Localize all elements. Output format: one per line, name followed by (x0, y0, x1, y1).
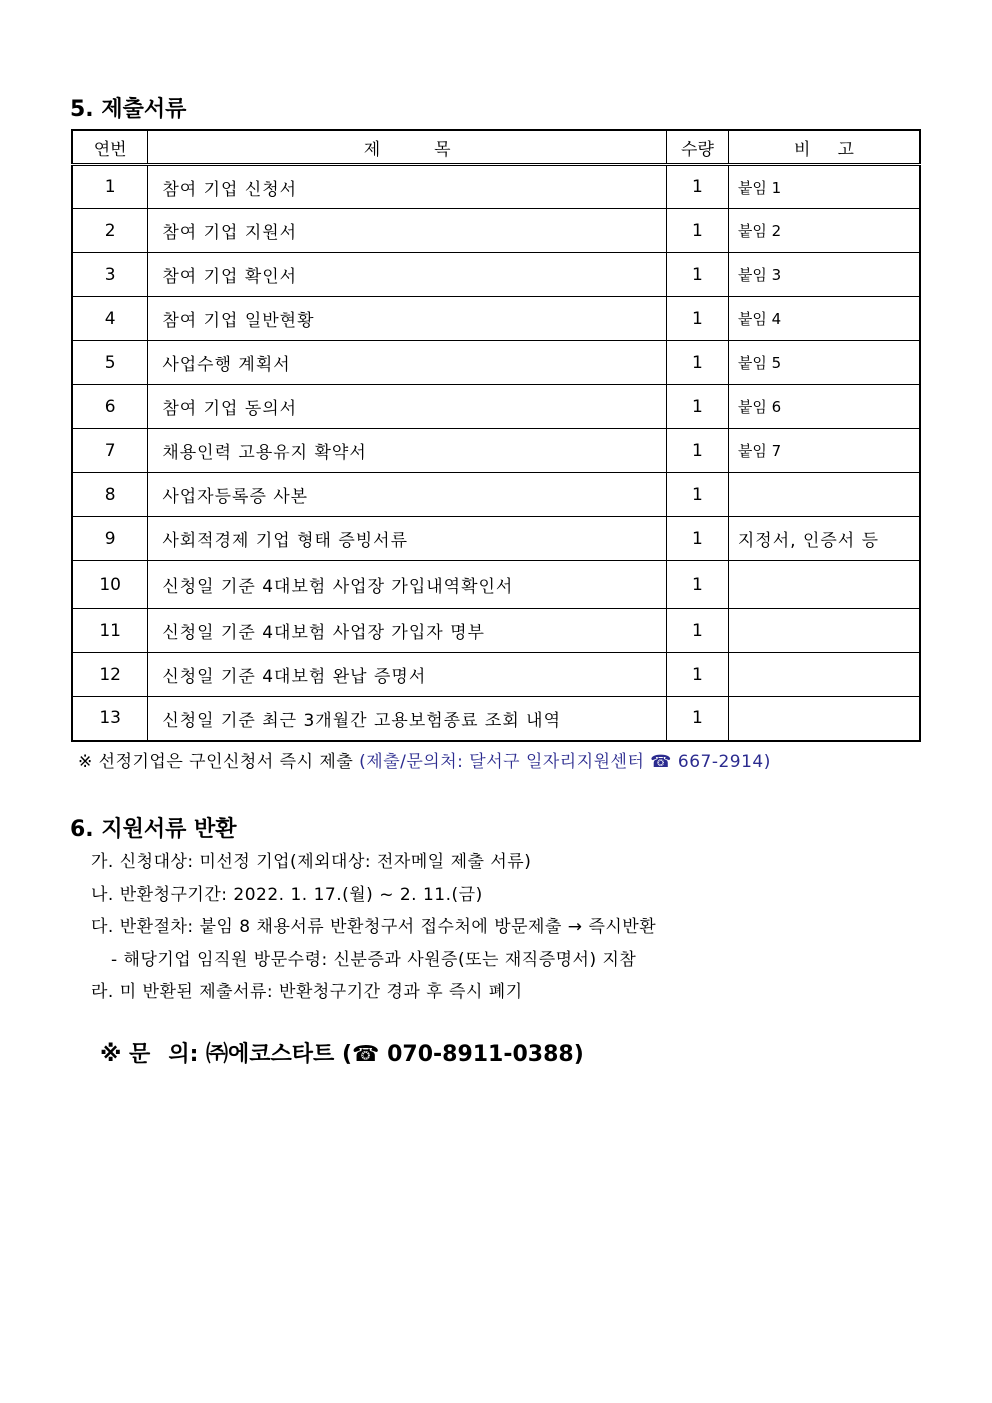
list-item: 가. 신청대상: 미선정 기업(제외대상: 전자메일 제출 서류) (91, 852, 532, 872)
row-number: 5 (72, 341, 148, 385)
contact-info (100, 1037, 584, 1068)
row-remarks (728, 609, 920, 653)
row-quantity: 1 (667, 341, 729, 385)
row-number: 7 (72, 429, 148, 473)
header-remarks: 비 고 (728, 130, 920, 165)
row-number: 6 (72, 385, 148, 429)
row-title: 신청일 기준 4대보험 사업장 가입자 명부 (148, 609, 667, 653)
table-row (72, 429, 920, 473)
row-title: 신청일 기준 4대보험 완납 증명서 (148, 653, 667, 697)
list-item: - 해당기업 임직원 방문수령: 신분증과 사원증(또는 재직증명서) 지참 (111, 949, 637, 970)
table-row (72, 517, 920, 561)
row-remarks (728, 561, 920, 609)
contact-label: ※ 문 (100, 1042, 151, 1067)
row-number: 3 (72, 253, 148, 297)
table-row (72, 609, 920, 653)
row-number: 11 (72, 609, 148, 653)
row-quantity: 1 (667, 209, 729, 253)
row-remarks (728, 653, 920, 697)
row-quantity: 1 (667, 385, 729, 429)
row-remarks: 붙임 2 (728, 209, 920, 253)
row-quantity: 1 (667, 297, 729, 341)
row-remarks: 붙임 6 (728, 385, 920, 429)
row-remarks (728, 473, 920, 517)
row-remarks: 붙임 7 (728, 429, 920, 473)
table-row (72, 653, 920, 697)
row-remarks: 붙임 1 (728, 165, 920, 209)
row-quantity: 1 (667, 609, 729, 653)
row-number: 9 (72, 517, 148, 561)
row-quantity: 1 (667, 253, 729, 297)
header-quantity: 수량 (667, 130, 729, 165)
row-title: 채용인력 고용유지 확약서 (148, 429, 667, 473)
row-remarks: 지정서, 인증서 등 (728, 517, 920, 561)
row-quantity: 1 (667, 473, 729, 517)
return-procedure-list (91, 850, 656, 1013)
row-title: 신청일 기준 4대보험 사업장 가입내역확인서 (148, 561, 667, 609)
table-row (72, 297, 920, 341)
footnote-contact: (제출/문의처: 달서구 일자리지원센터 ☎ 667-2914) (359, 752, 771, 772)
table-row (72, 209, 920, 253)
row-number: 2 (72, 209, 148, 253)
row-number: 8 (72, 473, 148, 517)
footnote-main: ※ 선정기업은 구인신청서 즉시 제출 (78, 752, 360, 772)
row-title: 참여 기업 신청서 (148, 165, 667, 209)
table-row (72, 561, 920, 609)
row-remarks: 붙임 4 (728, 297, 920, 341)
row-remarks: 붙임 5 (728, 341, 920, 385)
row-number: 10 (72, 561, 148, 609)
row-title: 참여 기업 확인서 (148, 253, 667, 297)
list-item: 나. 반환청구기간: 2022. 1. 17.(월) ~ 2. 11.(금) (91, 884, 483, 905)
row-remarks (728, 697, 920, 741)
list-item: 라. 미 반환된 제출서류: 반환청구기간 경과 후 즉시 폐기 (91, 982, 523, 1002)
row-number: 1 (72, 165, 148, 209)
row-quantity: 1 (667, 165, 729, 209)
table-body (72, 165, 920, 741)
section-6-title: 6. 지원서류 반환 (70, 817, 237, 842)
header-number: 연번 (72, 130, 148, 165)
table-row (72, 341, 920, 385)
contact-value: ㈜에코스타트 (☎ 070-8911-0388) (206, 1042, 584, 1067)
row-quantity: 1 (667, 429, 729, 473)
table-row (72, 385, 920, 429)
table-row (72, 253, 920, 297)
table-row (72, 697, 920, 741)
row-title: 참여 기업 일반현황 (148, 297, 667, 341)
section-5-title: 5. 제출서류 (70, 97, 187, 122)
table-header-row (72, 130, 920, 165)
row-title: 참여 기업 지원서 (148, 209, 667, 253)
submission-footnote (78, 747, 771, 772)
table-row (72, 165, 920, 209)
row-remarks: 붙임 3 (728, 253, 920, 297)
row-quantity: 1 (667, 561, 729, 609)
submission-documents-table (71, 129, 921, 742)
list-item: 다. 반환절차: 붙임 8 채용서류 반환청구서 접수처에 방문제출 → 즉시반환 (91, 917, 657, 937)
row-number: 12 (72, 653, 148, 697)
row-title: 사업자등록증 사본 (148, 473, 667, 517)
row-quantity: 1 (667, 697, 729, 741)
table-row (72, 473, 920, 517)
row-number: 4 (72, 297, 148, 341)
row-title: 사회적경제 기업 형태 증빙서류 (148, 517, 667, 561)
row-quantity: 1 (667, 517, 729, 561)
row-title: 사업수행 계획서 (148, 341, 667, 385)
row-title: 신청일 기준 최근 3개월간 고용보험종료 조회 내역 (148, 697, 667, 741)
row-quantity: 1 (667, 653, 729, 697)
contact-label-suffix: 의: (168, 1042, 199, 1067)
row-title: 참여 기업 동의서 (148, 385, 667, 429)
row-number: 13 (72, 697, 148, 741)
header-title: 제 목 (148, 130, 667, 165)
